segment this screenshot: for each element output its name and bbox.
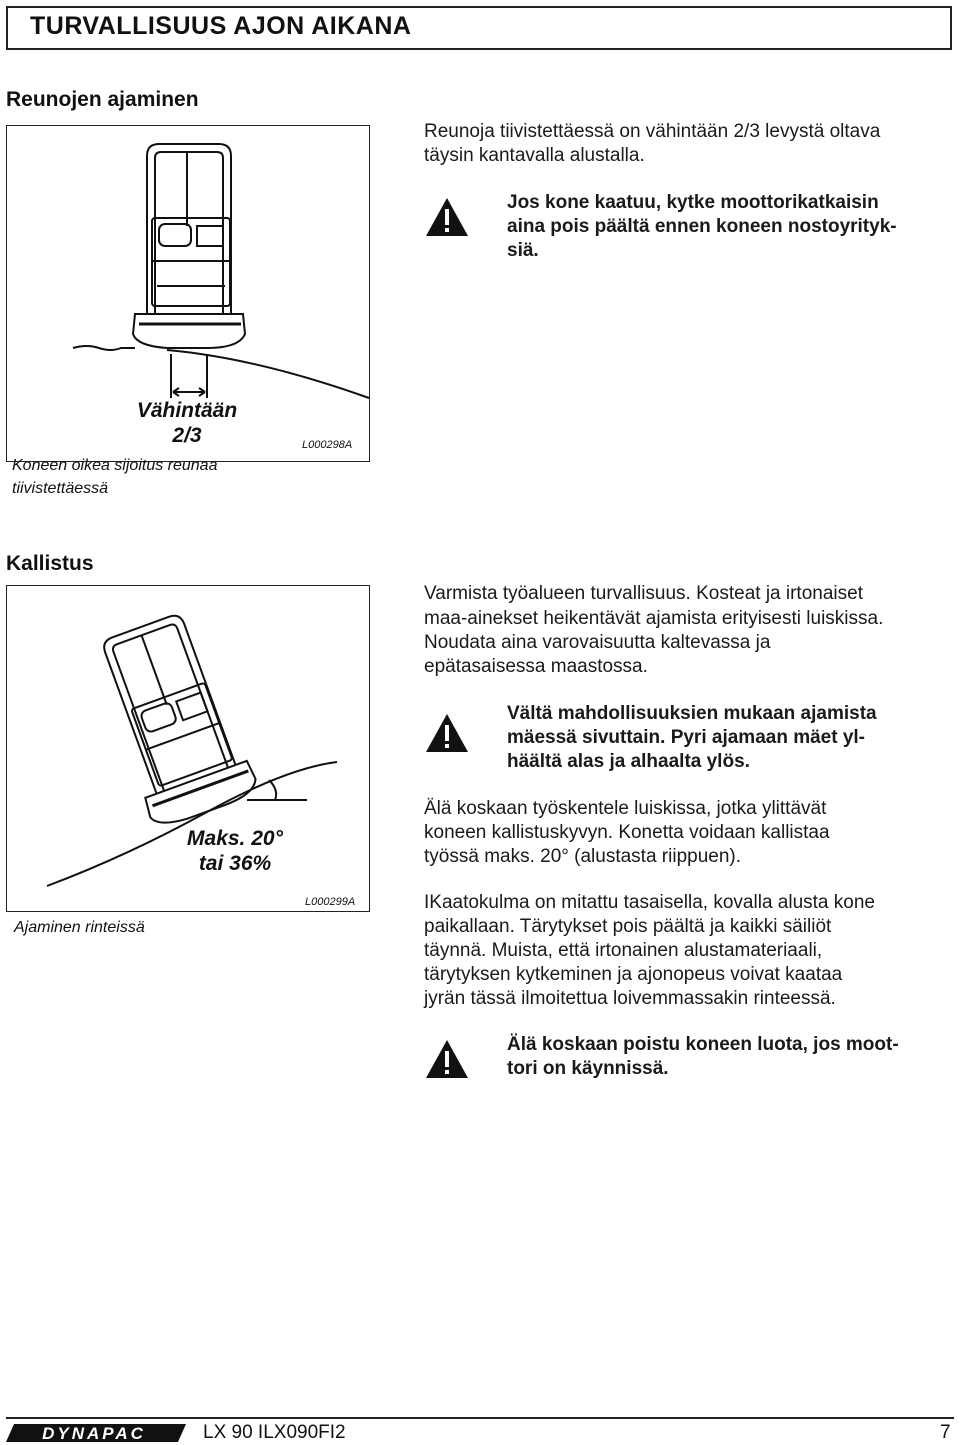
section-heading-slope: Kallistus <box>6 552 94 575</box>
paragraph-angle-line3: täynnä. Muista, että irtonainen alustamateriaali, <box>424 940 823 961</box>
figure-caption: Ajaminen rinteissä <box>14 919 145 936</box>
figure-label-line2: tai 36% <box>198 852 272 875</box>
figure-caption-line1: Koneen oikea sijoitus reunaa <box>12 457 218 474</box>
page-title: TURVALLISUUS AJON AIKANA <box>30 12 412 40</box>
paragraph-safety-line1: Varmista työalueen turvallisuus. Kosteat ja irtonaiset <box>424 583 863 604</box>
paragraph-safety-line3: Noudata aina varovaisuutta kaltevassa ja <box>424 632 771 653</box>
paragraph-angle-line4: tärytyksen kytkeminen ja ajonopeus voivat kaataa <box>424 964 843 985</box>
paragraph-edge-line2: täysin kantavalla alustalla. <box>424 145 645 166</box>
warning-edge-line3: siä. <box>507 240 539 261</box>
section-heading-edges: Reunojen ajaminen <box>6 88 199 111</box>
footer-model-code: LX 90 ILX090FI2 <box>203 1422 346 1443</box>
figure-code: L000298A <box>302 439 353 451</box>
paragraph-limit-line3: työssä maks. 20° (alustasta riippuen). <box>424 846 742 867</box>
paragraph-limit-line1: Älä koskaan työskentele luiskissa, jotka ylittävät <box>424 798 827 819</box>
figure-caption-line2: tiivistettäessä <box>12 480 109 497</box>
paragraph-edge-line1: Reunoja tiivistettäessä on vähintään 2/3 levystä oltava <box>424 121 881 142</box>
figure-edge-compaction <box>6 125 370 462</box>
warning-triangle-icon <box>424 196 470 238</box>
figure-label-line1: Maks. 20° <box>187 827 283 850</box>
warning-edge-line2: aina pois päältä ennen koneen nostoyrityk- <box>507 216 897 237</box>
paragraph-angle-line2: paikallaan. Tärytykset pois päältä ja kaikki säiliöt <box>424 916 832 937</box>
svg-text:DYNAPAC: DYNAPAC <box>42 1424 146 1443</box>
footer-divider <box>6 1417 954 1419</box>
figure-label-line2: 2/3 <box>172 424 202 447</box>
warning-slope-line2: mäessä sivuttain. Pyri ajamaan mäet yl- <box>507 727 866 748</box>
paragraph-limit-line2: koneen kallistuskyvyn. Konetta voidaan kallistaa <box>424 822 830 843</box>
paragraph-angle-line5: jyrän tässä ilmoitettua loivemmassakin rinteessä. <box>424 988 836 1009</box>
warning-slope-line1: Vältä mahdollisuuksien mukaan ajamista <box>507 703 877 724</box>
warning-engine-line2: tori on käynnissä. <box>507 1058 669 1079</box>
paragraph-angle-line1: IKaatokulma on mitattu tasaisella, kovalla alusta kone <box>424 892 875 913</box>
warning-triangle-icon <box>424 712 470 754</box>
figure-label-line1: Vähintään <box>136 399 238 422</box>
warning-edge-line1: Jos kone kaatuu, kytke moottorikatkaisin <box>507 192 879 213</box>
figure-code: L000299A <box>305 896 356 908</box>
paragraph-safety-line2: maa-ainekset heikentävät ajamista erityisesti luiskissa. <box>424 608 884 629</box>
warning-engine-line1: Älä koskaan poistu koneen luota, jos moot- <box>507 1034 899 1055</box>
warning-triangle-icon <box>424 1038 470 1080</box>
page-number: 7 <box>940 1422 951 1443</box>
dynapac-logo <box>6 1422 186 1444</box>
figure-slope-driving <box>6 585 370 912</box>
warning-slope-line3: häältä alas ja alhaalta ylös. <box>507 751 750 772</box>
paragraph-safety-line4: epätasaisessa maastossa. <box>424 656 648 677</box>
